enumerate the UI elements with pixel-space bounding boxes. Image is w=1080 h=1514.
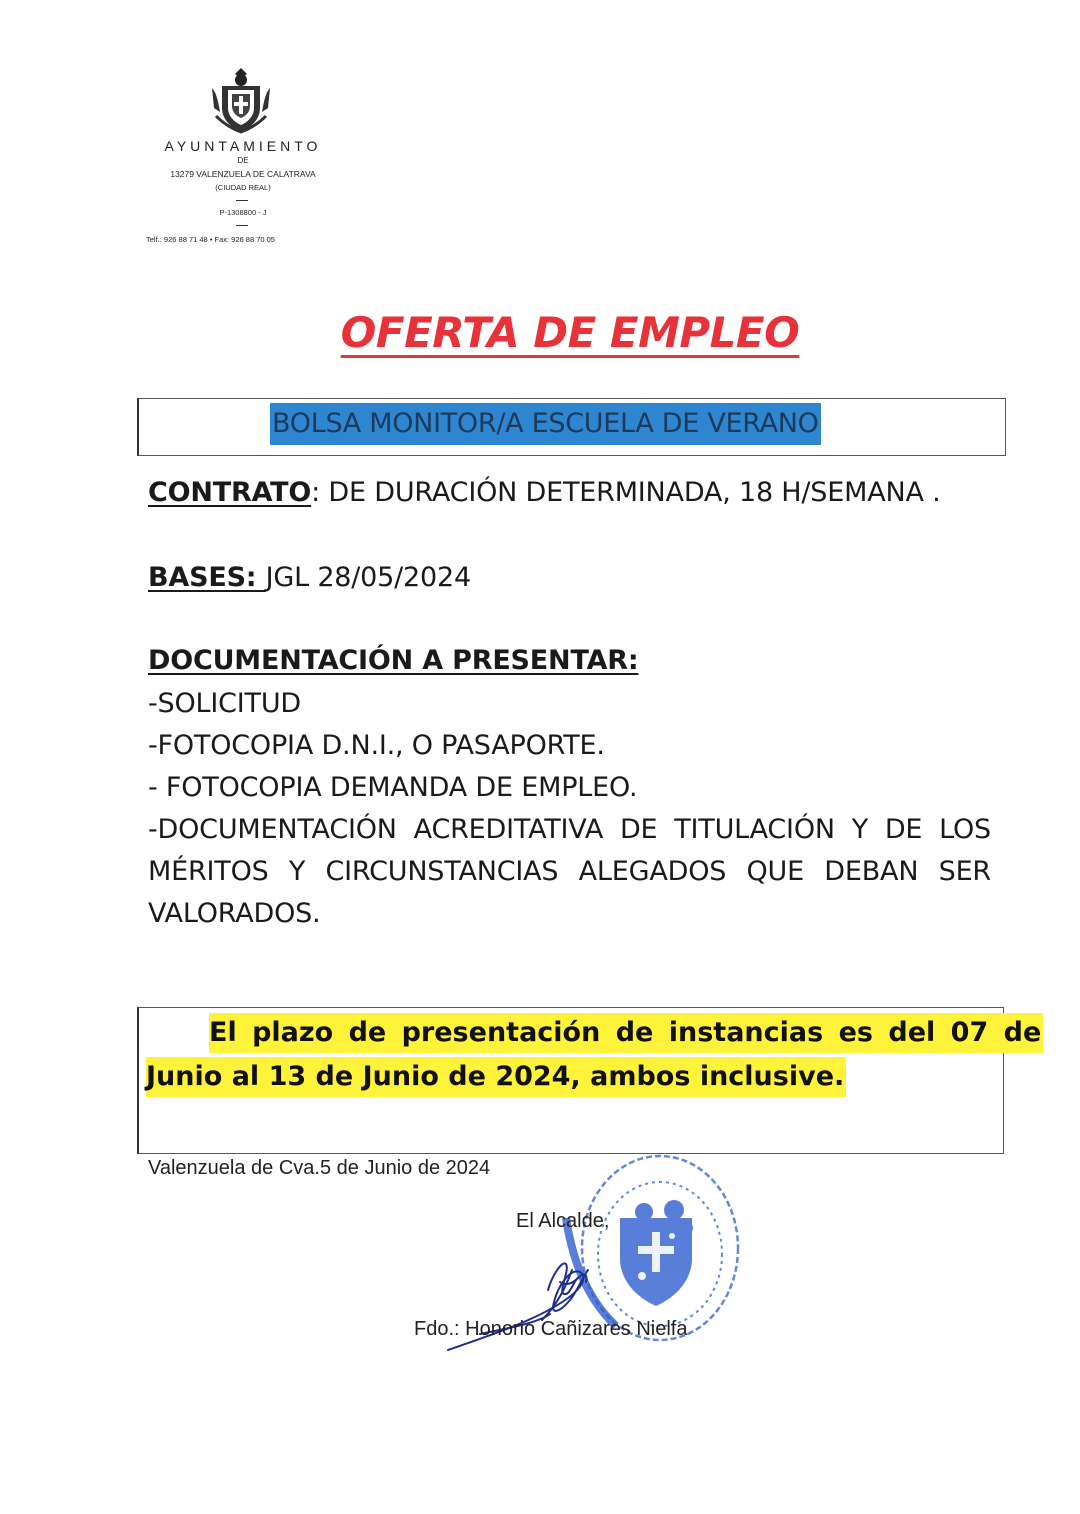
divider xyxy=(236,200,248,201)
signer-title: El Alcalde, xyxy=(516,1210,610,1232)
list-item: - FOTOCOPIA DEMANDA DE EMPLEO. xyxy=(148,772,638,803)
letterhead-address: 13279 VALENZUELA DE CALATRAVA xyxy=(170,169,316,179)
place-date: Valenzuela de Cva.5 de Junio de 2024 xyxy=(148,1157,491,1179)
documentation-heading: DOCUMENTACIÓN A PRESENTAR: xyxy=(148,645,639,676)
contrato-label: CONTRATO xyxy=(148,477,312,508)
contrato-line xyxy=(148,477,941,508)
list-item-continued: MÉRITOS Y CIRCUNSTANCIAS ALEGADOS QUE DEBAN SER xyxy=(148,856,991,887)
list-item: -SOLICITUD xyxy=(148,688,301,719)
contrato-value: : DE DURACIÓN DETERMINADA, 18 H/SEMANA . xyxy=(311,477,941,508)
letterhead-cif: P-1308800 - J xyxy=(219,208,267,217)
list-item: -DOCUMENTACIÓN ACREDITATIVA DE TITULACIÓN Y DE LOS xyxy=(148,814,991,845)
deadline-line-2: Junio al 13 de Junio de 2024, ambos inclusive. xyxy=(146,1057,846,1097)
list-item-continued: VALORADOS. xyxy=(148,898,321,929)
letterhead-de: DE xyxy=(237,156,249,165)
signer-name: Fdo.: Honorio Cañizares Nielfa xyxy=(414,1318,688,1340)
position-title: BOLSA MONITOR/A ESCUELA DE VERANO xyxy=(270,403,821,445)
bases-value: JGL 28/05/2024 xyxy=(265,562,471,593)
letterhead-name: AYUNTAMIENTO xyxy=(164,138,322,154)
deadline-text-1: El plazo de presentación de instancias es del 07 de xyxy=(209,1017,1042,1048)
bases-label: BASES: xyxy=(148,562,266,593)
divider xyxy=(236,225,248,226)
coat-of-arms-icon xyxy=(206,66,276,136)
list-item: -FOTOCOPIA D.N.I., O PASAPORTE. xyxy=(148,730,605,761)
deadline-line-1 xyxy=(209,1013,1043,1053)
position-box xyxy=(137,398,1006,456)
page-title: OFERTA DE EMPLEO xyxy=(340,308,800,357)
letterhead-province: (CIUDAD REAL) xyxy=(215,183,271,192)
bases-line xyxy=(148,562,471,593)
letterhead-contact: Telf.: 926 88 71 48 • Fax: 926 88 70 05 xyxy=(146,235,275,244)
